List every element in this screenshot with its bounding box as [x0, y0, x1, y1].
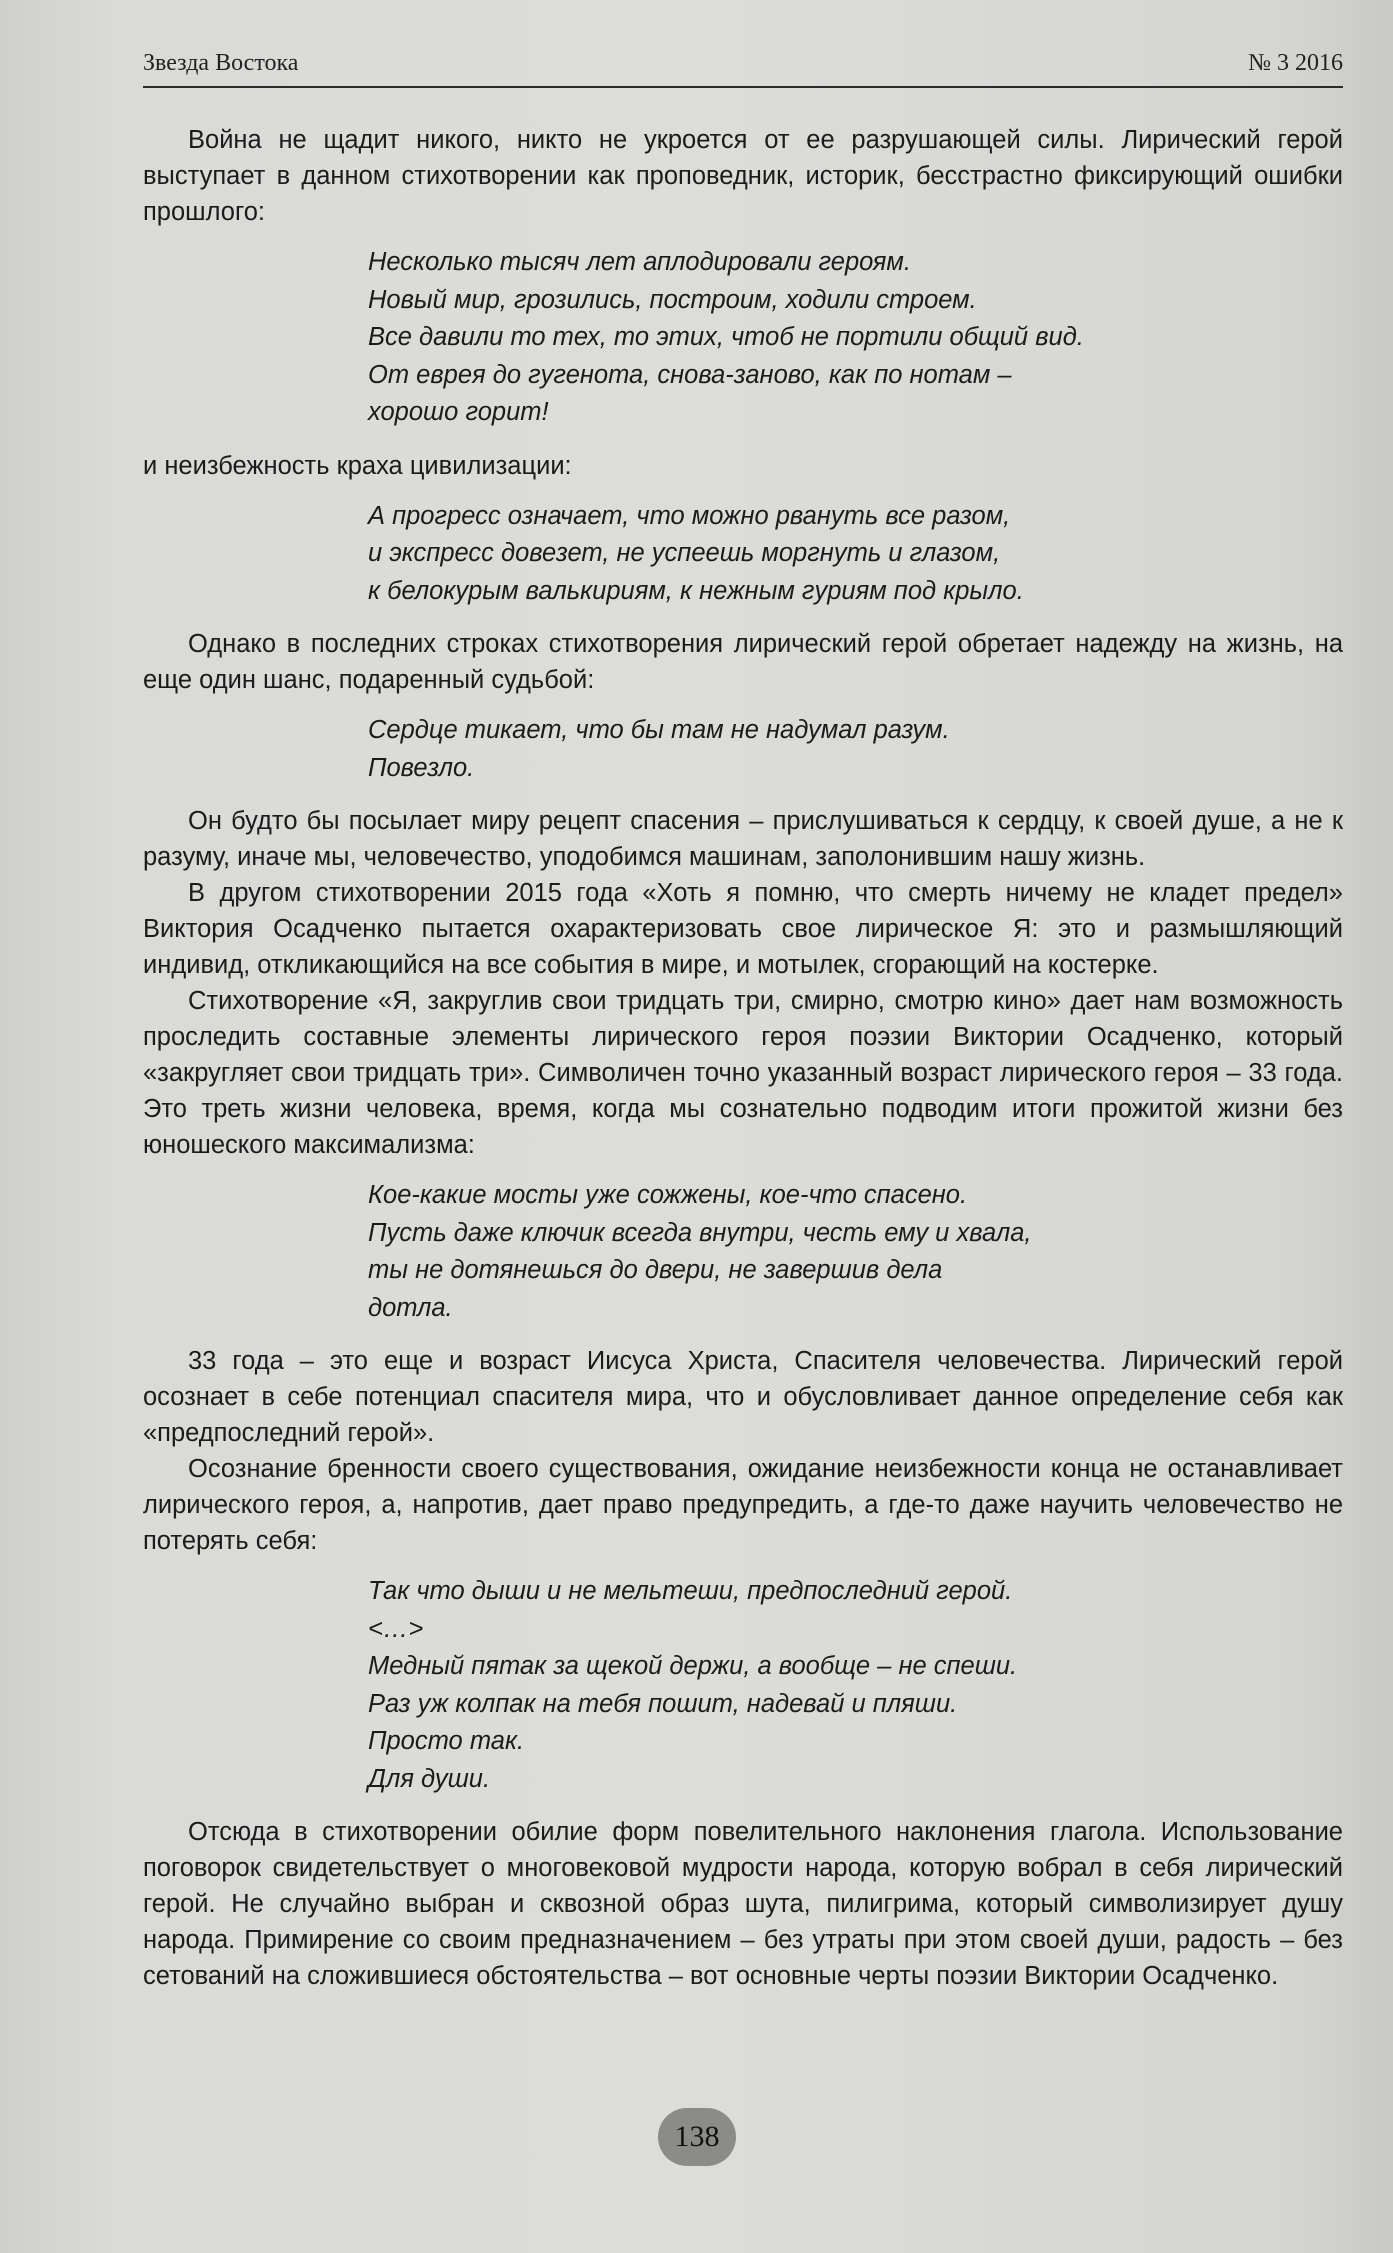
verse-line: Несколько тысяч лет аплодировали героям. [368, 248, 911, 276]
page-number: 138 [658, 2108, 736, 2166]
paragraph: Война не щадит никого, никто не укроется от ее разрушающей силы. Лирический герой выступает в данном стихотворении как проповедник, историк, бесстрастно фиксирующий ошибки прошлого: [143, 126, 1343, 226]
paragraph: 33 года – это еще и возраст Иисуса Христа, Спасителя человечества. Лирический герой осознает в себе потенциал спасителя мира, что и обусловливает данное определение себя как «предпоследний герой». [143, 1347, 1343, 1447]
article-body [143, 122, 1343, 1994]
verse-line: Новый мир, грозились, построим, ходили строем. [368, 285, 977, 314]
verse-line: Раз уж колпак на тебя пошит, надевай и пляши. [368, 1689, 958, 1718]
verse-line: Сердце тикает, что бы там не надумал разум. [368, 716, 950, 744]
verse-quote [368, 1177, 1343, 1327]
verse-line: Пусть даже ключик всегда внутри, честь ему и хвала, [368, 1218, 1032, 1247]
verse-line: Все давили то тех, то этих, чтоб не портили общий вид. [368, 323, 1084, 351]
verse-line: Повезло. [368, 753, 475, 782]
paragraph: и неизбежность краха цивилизации: [143, 451, 572, 480]
verse-line: Кое-какие мосты уже сожжены, кое-что спасено. [368, 1181, 968, 1209]
paragraph: Стихотворение «Я, закруглив свои тридцать три, смирно, смотрю кино» дает нам возможность проследить составные элементы лирического героя поэзии Виктории Осадченко, который «закругляет свои тридцать три». Символичен точно указанный возраст лирического героя – 33 года. Это треть жизни человека, время, когда мы сознательно подводим итоги прожитой жизни без юношеского максимализма: [143, 987, 1343, 1159]
verse-line: Медный пятак за щекой держи, а вообще – не спеши. [368, 1652, 1018, 1680]
verse-line: А прогресс означает, что можно рвануть все разом, [368, 501, 1011, 530]
verse-line: Для души. [368, 1764, 491, 1793]
paragraph: Он будто бы посылает миру рецепт спасения – прислушиваться к сердцу, к своей душе, а не к разуму, иначе мы, человечество, уподобимся машинам, заполонившим нашу жизнь. [143, 807, 1343, 871]
paragraph: Отсюда в стихотворении обилие форм повелительного наклонения глагола. Использование поговорок свидетельствует о многовековой мудрости народа, которую вобрал в себя лирический герой. Не случайно выбран и сквозной образ шута, пилигрима, который символизирует душу народа. Примирение со своим предназначением – без утраты при этом своей души, радость – без сетований на сложившиеся обстоятельства – вот основные черты поэзии Виктории Осадченко. [143, 1818, 1343, 1990]
verse-line: ты не дотянешься до двери, не завершив дела [368, 1256, 943, 1284]
verse-line: к белокурым валькириям, к нежным гуриям под крыло. [368, 576, 1024, 605]
page-footer [0, 2108, 1393, 2168]
paragraph: В другом стихотворении 2015 года «Хоть я помню, что смерть ничему не кладет предел» Виктория Осадченко пытается охарактеризовать свое лирическое Я: это и размышляющий индивид, откликающийся на все события в мире, и мотылек, сгорающий на костерке. [143, 879, 1343, 979]
verse-line: Так что дыши и не мельтеши, предпоследний герой. [368, 1577, 1013, 1605]
verse-line: хорошо горит! [368, 398, 549, 426]
issue-number: № 3 2016 [1248, 50, 1343, 76]
verse-line: От еврея до гугенота, снова-заново, как по нотам – [368, 360, 1012, 389]
verse-quote [368, 712, 1343, 787]
verse-quote [368, 244, 1343, 432]
verse-line: <…> [368, 1614, 424, 1643]
verse-line: и экспресс довезет, не успеешь моргнуть и глазом, [368, 539, 1001, 567]
paragraph: Однако в последних строках стихотворения лирический герой обретает надежду на жизнь, на еще один шанс, подаренный судьбой: [143, 630, 1343, 694]
journal-title: Звезда Востока [143, 50, 299, 76]
verse-quote [368, 498, 1343, 611]
verse-quote [368, 1573, 1343, 1798]
verse-line: дотла. [368, 1293, 453, 1322]
running-header [143, 44, 1343, 88]
verse-line: Просто так. [368, 1727, 525, 1755]
paragraph: Осознание бренности своего существования, ожидание неизбежности конца не останавливает лирического героя, а, напротив, дает право предупредить, а где-то даже научить человечество не потерять себя: [143, 1455, 1343, 1555]
